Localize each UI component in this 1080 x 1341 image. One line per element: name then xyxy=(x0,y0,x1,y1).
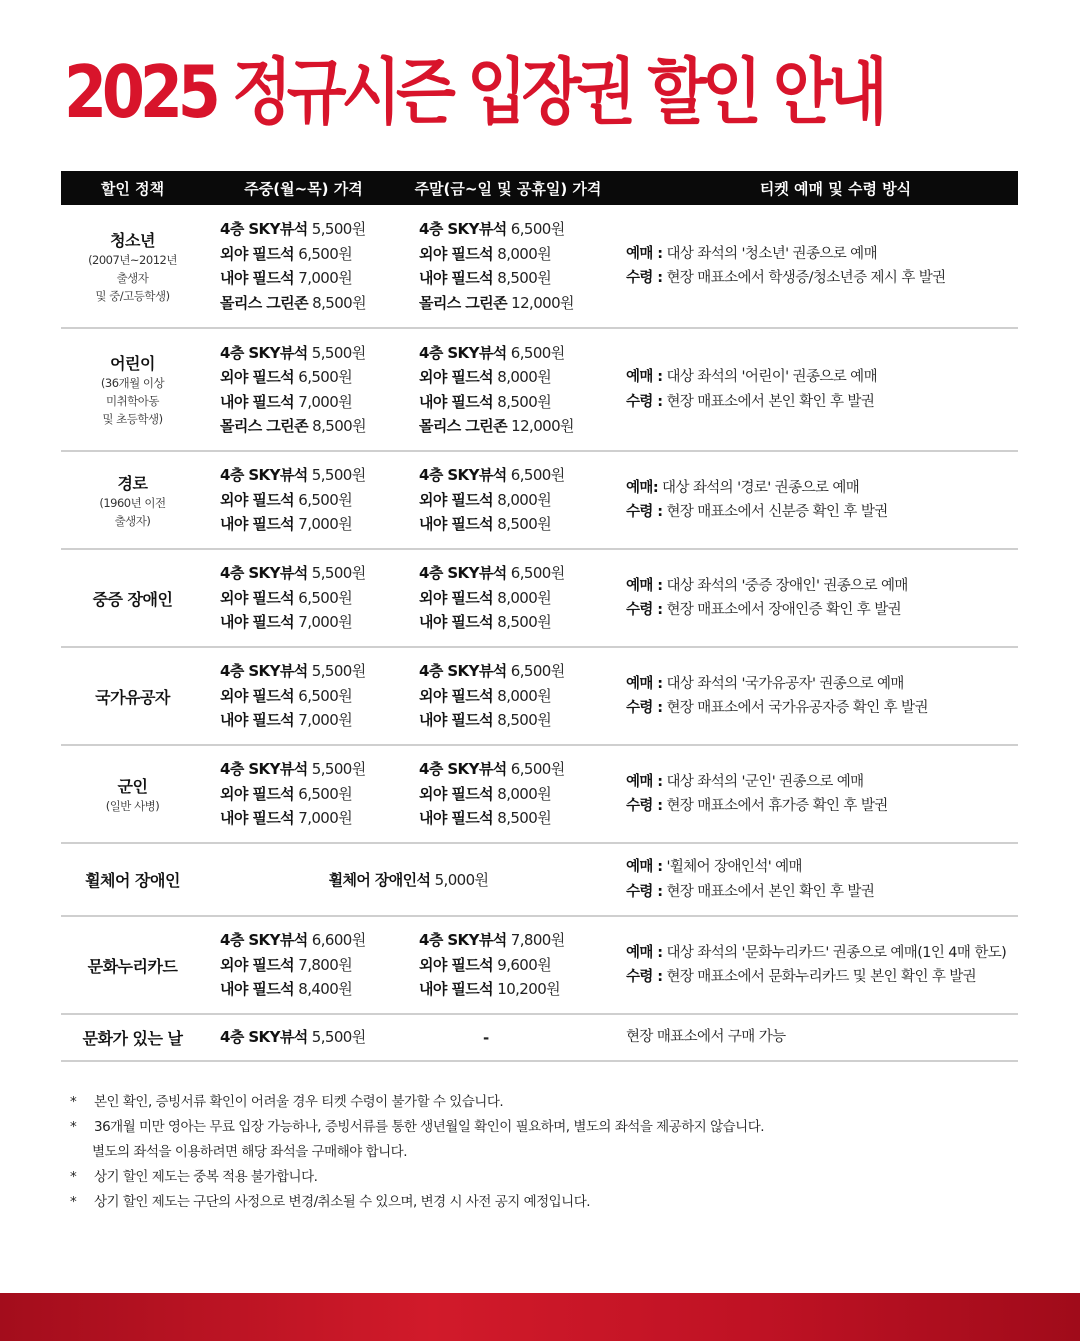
header-weekday: 주중(월~목) 가격 xyxy=(244,179,363,198)
category-name: 경로 xyxy=(117,473,148,493)
price-line xyxy=(419,708,613,733)
seat-price: 6,500원 xyxy=(510,662,565,681)
category-name: 청소년 xyxy=(110,230,155,250)
method-label: 예매 : xyxy=(626,859,663,875)
method-label: 예매 : xyxy=(626,245,663,262)
price-line xyxy=(220,1025,403,1050)
price-line xyxy=(419,610,613,635)
seat-name: 4층 SKY뷰석 xyxy=(419,931,507,950)
method-label: 수령 : xyxy=(626,969,663,985)
table-row xyxy=(61,550,1018,648)
method-pickup xyxy=(626,794,1018,819)
table-row xyxy=(61,746,1018,844)
seat-price: 5,500원 xyxy=(311,1028,366,1047)
seat-price: 8,500원 xyxy=(497,809,552,828)
price-line xyxy=(220,341,403,366)
weekend-prices xyxy=(403,217,613,315)
seat-name: 4층 SKY뷰석 xyxy=(220,343,308,362)
price-line xyxy=(220,291,403,316)
price-line xyxy=(419,463,613,488)
method-cell xyxy=(613,365,1018,414)
seat-name: 4층 SKY뷰석 xyxy=(419,564,507,583)
seat-price: 7,000원 xyxy=(298,809,353,828)
seat-name: 4층 SKY뷰석 xyxy=(220,760,308,779)
seat-price: 8,000원 xyxy=(497,490,552,509)
seat-name: 내야 필드석 xyxy=(220,392,295,411)
seat-name: 몰리스 그린존 xyxy=(419,293,507,312)
note-continuation: 별도의 좌석을 이용하려면 해당 좌석을 구매해야 합니다. xyxy=(92,1144,407,1160)
weekday-prices xyxy=(204,757,403,831)
weekend-prices xyxy=(403,1028,613,1047)
header-weekend: 주말(금~일 및 공휴일) 가격 xyxy=(414,179,602,198)
method-label: 예매 : xyxy=(626,577,663,594)
seat-name: 외야 필드석 xyxy=(220,588,295,607)
method-reserve xyxy=(626,941,1018,966)
seat-name: 4층 SKY뷰석 xyxy=(220,220,308,238)
seat-price: 7,800원 xyxy=(510,931,565,950)
seat-price: 12,000원 xyxy=(511,417,574,435)
seat-price: 6,500원 xyxy=(298,490,353,509)
table-row xyxy=(61,648,1018,746)
seat-name: 내야 필드석 xyxy=(220,613,295,632)
table-row-culture-day xyxy=(61,1015,1018,1062)
category-name: 중증 장애인 xyxy=(92,589,173,609)
seat-price: 6,500원 xyxy=(510,220,565,238)
method-text: 현장 매표소에서 학생증/청소년증 제시 후 발권 xyxy=(666,270,946,286)
category-subtext: (1960년 이전 xyxy=(99,495,166,510)
category-cell xyxy=(61,587,204,610)
seat-price: 6,500원 xyxy=(510,760,565,779)
price-line xyxy=(220,266,403,291)
price-line xyxy=(220,242,403,267)
seat-price: 5,500원 xyxy=(311,760,366,779)
discount-table xyxy=(61,171,1018,1062)
price-line xyxy=(220,488,403,513)
weekend-prices xyxy=(403,659,613,733)
method-pickup xyxy=(626,266,1018,291)
note-item xyxy=(70,1090,1030,1115)
seat-price: 8,000원 xyxy=(497,588,552,607)
price-line xyxy=(419,512,613,537)
weekday-prices xyxy=(204,463,403,537)
price-line xyxy=(419,782,613,807)
seat-name: 4층 SKY뷰석 xyxy=(220,1028,308,1047)
price-line xyxy=(220,684,403,709)
category-cell xyxy=(61,954,204,977)
method-text: 대상 좌석의 '경로' 권종으로 예매 xyxy=(662,479,860,496)
seat-price: 6,500원 xyxy=(298,368,353,386)
seat-price: 6,500원 xyxy=(510,466,565,485)
method-reserve xyxy=(626,242,1018,267)
note-text: 본인 확인, 증빙서류 확인이 어려울 경우 티켓 수령이 불가할 수 있습니다. xyxy=(94,1094,504,1110)
seat-price: 12,000원 xyxy=(511,293,574,312)
method-text: 대상 좌석의 '청소년' 권종으로 예매 xyxy=(666,245,877,262)
seat-price: 6,500원 xyxy=(298,686,353,705)
price-line xyxy=(419,684,613,709)
method-cell xyxy=(613,941,1018,990)
category-subtext: (2007년~2012년 xyxy=(88,252,177,267)
seat-name: 외야 필드석 xyxy=(419,955,494,974)
seat-name: 4층 SKY뷰석 xyxy=(220,662,308,681)
seat-name: 4층 SKY뷰석 xyxy=(419,760,507,779)
price-line xyxy=(220,708,403,733)
price-line xyxy=(419,341,613,366)
weekend-prices xyxy=(403,928,613,1002)
seat-name: 내야 필드석 xyxy=(220,809,295,828)
price-line xyxy=(220,586,403,611)
price-line xyxy=(220,414,403,439)
seat-price: 7,000원 xyxy=(298,613,353,632)
note-text: 36개월 미만 영아는 무료 입장 가능하나, 증빙서류를 통한 생년월일 확인이 필요하며, 별도의 좌석을 제공하지 않습니다. xyxy=(94,1119,765,1135)
method-pickup xyxy=(626,880,1018,905)
method-text: 대상 좌석의 '군인' 권종으로 예매 xyxy=(666,773,864,790)
price-line xyxy=(419,291,613,316)
weekday-prices xyxy=(204,659,403,733)
price-line xyxy=(419,390,613,415)
price-line xyxy=(419,586,613,611)
note-bullet: * xyxy=(70,1119,77,1135)
seat-price: 8,000원 xyxy=(497,368,552,386)
price-line xyxy=(220,512,403,537)
seat-name: 외야 필드석 xyxy=(220,368,295,386)
table-row-culture-card xyxy=(61,917,1018,1015)
method-reserve xyxy=(626,574,1018,599)
seat-price: 7,800원 xyxy=(298,955,353,974)
category-name: 어린이 xyxy=(110,354,155,373)
method-label: 예매 : xyxy=(626,675,663,692)
price-line xyxy=(419,414,613,439)
price-line xyxy=(220,977,403,1002)
category-subtext: 및 초등학생) xyxy=(102,412,163,426)
seat-name: 외야 필드석 xyxy=(419,368,494,386)
category-cell xyxy=(61,685,204,708)
seat-name: 몰리스 그린존 xyxy=(220,417,308,435)
seat-name: 외야 필드석 xyxy=(419,784,494,803)
seat-name: 외야 필드석 xyxy=(419,588,494,607)
seat-name: 내야 필드석 xyxy=(220,980,295,999)
method-cell xyxy=(613,672,1018,721)
price-line xyxy=(220,561,403,586)
method-text: 현장 매표소에서 문화누리카드 및 본인 확인 후 발권 xyxy=(666,969,977,985)
category-subtext: 출생자) xyxy=(114,513,151,528)
note-bullet: * xyxy=(70,1194,77,1210)
seat-price: 5,500원 xyxy=(311,343,366,362)
category-subtext: 미취학아동 xyxy=(105,394,160,408)
note-bullet: * xyxy=(70,1169,77,1185)
seat-price: 6,600원 xyxy=(311,931,366,950)
method-label: 수령 : xyxy=(626,700,663,716)
seat-name: 4층 SKY뷰석 xyxy=(419,343,507,362)
no-price-dash: - xyxy=(483,1029,490,1047)
method-label: 수령 : xyxy=(626,504,663,520)
seat-name: 4층 SKY뷰석 xyxy=(419,662,507,681)
weekend-prices xyxy=(403,757,613,831)
method-reserve xyxy=(626,365,1018,390)
method-text: 현장 매표소에서 휴가증 확인 후 발권 xyxy=(666,798,888,814)
seat-price: 7,000원 xyxy=(298,269,353,287)
seat-price: 5,500원 xyxy=(311,564,366,583)
seat-name: 4층 SKY뷰석 xyxy=(419,466,507,485)
seat-name: 4층 SKY뷰석 xyxy=(220,564,308,583)
category-name: 문화누리카드 xyxy=(87,956,178,976)
seat-name: 내야 필드석 xyxy=(419,515,494,534)
price-line xyxy=(220,806,403,831)
seat-price: 6,500원 xyxy=(298,784,353,803)
weekend-prices xyxy=(403,341,613,439)
method-text: 대상 좌석의 '중증 장애인' 권종으로 예매 xyxy=(666,577,908,594)
header-method: 티켓 예매 및 수령 방식 xyxy=(759,179,912,198)
price-line xyxy=(220,463,403,488)
method-cell xyxy=(613,1025,1018,1050)
method-label: 수령 : xyxy=(626,393,663,410)
seat-name: 외야 필드석 xyxy=(419,244,494,263)
seat-name: 몰리스 그린존 xyxy=(220,293,308,312)
seat-price: 10,200원 xyxy=(497,980,561,999)
method-text: 대상 좌석의 '어린이' 권종으로 예매 xyxy=(666,369,877,385)
category-cell xyxy=(61,774,204,815)
weekday-prices xyxy=(204,928,403,1002)
note-text: 상기 할인 제도는 구단의 사정으로 변경/취소될 수 있으며, 변경 시 사전 공지 예정입니다. xyxy=(94,1194,591,1210)
seat-name: 내야 필드석 xyxy=(419,980,494,999)
weekend-prices xyxy=(403,463,613,537)
price-line xyxy=(220,928,403,953)
price-line xyxy=(220,953,403,978)
footer-band xyxy=(0,1293,1080,1341)
price-line xyxy=(220,757,403,782)
category-subtext: (일반 사병) xyxy=(105,798,160,813)
price-line xyxy=(419,217,613,242)
method-text: 대상 좌석의 '국가유공자' 권종으로 예매 xyxy=(666,675,904,692)
table-row xyxy=(61,329,1018,452)
price-line xyxy=(220,659,403,684)
seat-name: 내야 필드석 xyxy=(220,515,295,534)
category-name: 국가유공자 xyxy=(95,687,170,707)
seat-price: 5,500원 xyxy=(311,466,366,485)
price-line xyxy=(419,953,613,978)
price-line xyxy=(419,757,613,782)
method-text: 현장 매표소에서 구매 가능 xyxy=(626,1029,786,1046)
header-policy: 할인 정책 xyxy=(100,179,165,198)
method-text: 현장 매표소에서 본인 확인 후 발권 xyxy=(666,393,875,410)
seat-price: 8,500원 xyxy=(497,613,552,632)
seat-price: 8,500원 xyxy=(312,417,366,435)
seat-name: 몰리스 그린존 xyxy=(419,417,507,435)
price-line xyxy=(220,782,403,807)
method-cell xyxy=(613,242,1018,291)
seat-name: 내야 필드석 xyxy=(419,613,494,632)
category-cell xyxy=(61,868,204,891)
price-line xyxy=(419,806,613,831)
method-pickup xyxy=(626,500,1018,525)
category-name: 문화가 있는 날 xyxy=(82,1029,183,1048)
note-item xyxy=(70,1190,1030,1215)
category-cell xyxy=(61,351,204,428)
weekday-prices xyxy=(204,341,403,439)
seat-price: 5,000원 xyxy=(434,871,489,889)
seat-price: 9,600원 xyxy=(497,955,552,974)
page-title: 2025 정규시즌 입장권 할인 안내 xyxy=(64,50,883,134)
seat-name: 외야 필드석 xyxy=(220,784,295,803)
seat-name: 내야 필드석 xyxy=(419,809,494,828)
seat-price: 8,500원 xyxy=(497,711,552,730)
method-cell xyxy=(613,770,1018,819)
method-label: 수령 : xyxy=(626,883,663,900)
category-subtext: (36개월 이상 xyxy=(100,376,165,390)
seat-name: 내야 필드석 xyxy=(220,711,295,730)
seat-name: 외야 필드석 xyxy=(419,686,494,705)
method-text: 현장 매표소에서 신분증 확인 후 발권 xyxy=(666,504,888,520)
price-line xyxy=(220,365,403,390)
category-name: 휠체어 장애인 xyxy=(85,871,180,890)
seat-name: 내야 필드석 xyxy=(419,269,494,287)
method-cell xyxy=(613,476,1018,525)
note-text: 상기 할인 제도는 중복 적용 불가합니다. xyxy=(94,1169,318,1185)
category-subtext: 출생자 xyxy=(116,270,149,285)
category-cell xyxy=(61,1026,204,1049)
seat-price: 8,500원 xyxy=(497,515,552,534)
wheelchair-price xyxy=(204,869,613,890)
method-label: 수령 : xyxy=(626,602,663,618)
method-label: 예매: xyxy=(626,479,659,496)
seat-price: 6,500원 xyxy=(510,343,565,362)
seat-price: 7,000원 xyxy=(298,392,353,411)
weekend-prices xyxy=(403,561,613,635)
method-text: '휠체어 장애인석' 예매 xyxy=(666,859,802,875)
category-cell xyxy=(61,228,204,305)
weekday-prices xyxy=(204,217,403,315)
seat-price: 8,500원 xyxy=(497,269,552,287)
method-pickup xyxy=(626,390,1018,415)
table-row xyxy=(61,452,1018,550)
category-cell xyxy=(61,471,204,530)
price-line xyxy=(419,977,613,1002)
notes-section xyxy=(70,1090,1030,1215)
seat-price: 8,400원 xyxy=(298,980,353,999)
category-subtext: 및 중/고등학생) xyxy=(95,288,170,303)
price-line xyxy=(419,561,613,586)
method-label: 예매 : xyxy=(626,369,663,385)
category-name: 군인 xyxy=(117,776,148,796)
method-label: 수령 : xyxy=(626,798,663,814)
seat-price: 7,000원 xyxy=(298,515,353,534)
seat-name: 외야 필드석 xyxy=(220,686,295,705)
seat-name: 외야 필드석 xyxy=(220,490,295,509)
seat-name: 내야 필드석 xyxy=(419,392,494,411)
method-reserve xyxy=(626,855,1018,880)
method-label: 예매 : xyxy=(626,773,663,790)
table-row-wheelchair xyxy=(61,844,1018,917)
price-line xyxy=(419,365,613,390)
price-line xyxy=(419,659,613,684)
seat-price: 8,000원 xyxy=(497,244,552,263)
seat-name: 내야 필드석 xyxy=(419,711,494,730)
note-item xyxy=(70,1165,1030,1190)
seat-name: 휠체어 장애인석 xyxy=(328,871,431,889)
method-label: 예매 : xyxy=(626,944,663,961)
price-line xyxy=(220,390,403,415)
seat-price: 5,500원 xyxy=(311,662,366,681)
weekday-prices xyxy=(204,561,403,635)
note-item xyxy=(70,1115,1030,1140)
price-line xyxy=(220,217,403,242)
seat-price: 8,000원 xyxy=(497,784,552,803)
method-pickup xyxy=(626,598,1018,623)
seat-name: 4층 SKY뷰석 xyxy=(220,466,308,485)
method-reserve xyxy=(626,476,1018,501)
method-cell xyxy=(613,855,1018,904)
seat-price: 6,500원 xyxy=(298,588,353,607)
method-label: 수령 : xyxy=(626,270,663,286)
method-text: 현장 매표소에서 국가유공자증 확인 후 발권 xyxy=(666,700,928,716)
method-pickup xyxy=(626,965,1018,990)
seat-price: 7,000원 xyxy=(298,711,353,730)
method-text: 현장 매표소에서 본인 확인 후 발권 xyxy=(666,883,875,900)
table-body xyxy=(61,205,1018,844)
price-line xyxy=(419,266,613,291)
table-header xyxy=(61,171,1018,205)
seat-price: 5,500원 xyxy=(311,220,366,238)
weekday-prices xyxy=(204,1025,403,1050)
seat-price: 8,500원 xyxy=(497,392,552,411)
method-text: 대상 좌석의 '문화누리카드' 권종으로 예매(1인 4매 한도) xyxy=(666,944,1007,961)
table-row xyxy=(61,205,1018,329)
seat-name: 내야 필드석 xyxy=(220,269,295,287)
method-text: 현장 매표소에서 장애인증 확인 후 발권 xyxy=(666,602,902,618)
seat-name: 외야 필드석 xyxy=(220,244,295,263)
seat-name: 외야 필드석 xyxy=(220,955,295,974)
price-line xyxy=(419,928,613,953)
price-line xyxy=(419,488,613,513)
method-cell xyxy=(613,574,1018,623)
price-line xyxy=(220,610,403,635)
seat-name: 4층 SKY뷰석 xyxy=(419,220,507,238)
seat-price: 6,500원 xyxy=(510,564,565,583)
method-reserve xyxy=(626,672,1018,697)
seat-price: 8,500원 xyxy=(312,293,366,312)
seat-name: 외야 필드석 xyxy=(419,490,494,509)
seat-price: 6,500원 xyxy=(298,244,353,263)
price-line xyxy=(419,242,613,267)
method-reserve xyxy=(626,770,1018,795)
seat-price: 8,000원 xyxy=(497,686,552,705)
note-bullet: * xyxy=(70,1094,77,1110)
seat-name: 4층 SKY뷰석 xyxy=(220,931,308,950)
method-pickup xyxy=(626,696,1018,721)
